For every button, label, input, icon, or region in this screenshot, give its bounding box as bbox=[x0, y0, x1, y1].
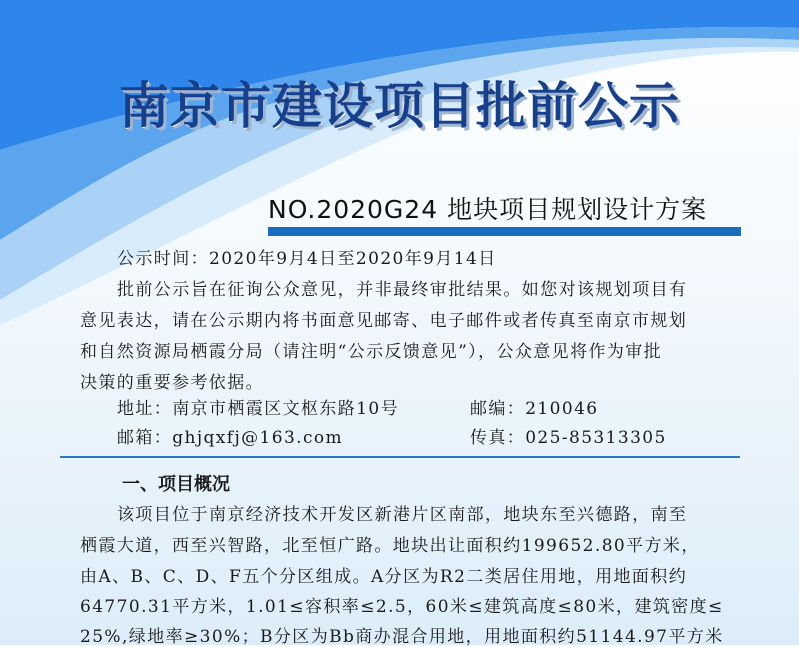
section-text-line: 25%,绿地率≥30%；B分区为Bb商办混合用地，用地面积约51144.97平方米 bbox=[80, 627, 724, 647]
section-text-line: 64770.31平方米，1.01≤容积率≤2.5，60米≤建筑高度≤80米，建筑密度≤ bbox=[80, 597, 724, 617]
notice-address: 地址：南京市栖霞区文枢东路10号 bbox=[117, 399, 400, 419]
notice-paragraph-line: 和自然资源局栖霞分局（请注明“公示反馈意见”），公众意见将作为审批 bbox=[80, 342, 663, 362]
subtitle-underline-bar bbox=[268, 227, 741, 236]
section-heading: 一、项目概况 bbox=[122, 474, 230, 495]
notice-time: 公示时间：2020年9月4日至2020年9月14日 bbox=[117, 249, 497, 269]
notice-paragraph-line: 意见表达，请在公示期内将书面意见邮寄、电子邮件或者传真至南京市规划 bbox=[80, 311, 688, 331]
page-title: 南京市建设项目批前公示 bbox=[119, 77, 680, 135]
project-subtitle: NO.2020G24 地块项目规划设计方案 bbox=[268, 195, 708, 224]
section-divider bbox=[60, 456, 740, 458]
notice-paragraph-line: 决策的重要参考依据。 bbox=[80, 373, 264, 393]
section-text-line: 由A、B、C、D、F五个分区组成。A分区为R2二类居住用地，用地面积约 bbox=[80, 567, 688, 587]
notice-email[interactable]: 邮箱：ghjqxfj@163.com bbox=[117, 428, 344, 448]
notice-fax: 传真：025-85313305 bbox=[470, 428, 667, 448]
section-text-line: 该项目位于南京经济技术开发区新港片区南部，地块东至兴德路，南至 bbox=[117, 505, 688, 525]
notice-postcode: 邮编：210046 bbox=[470, 399, 599, 419]
section-text-line: 栖霞大道，西至兴智路，北至恒广路。地块出让面积约199652.80平方米， bbox=[80, 536, 700, 556]
notice-paragraph-line: 批前公示旨在征询公众意见，并非最终审批结果。如您对该规划项目有 bbox=[117, 280, 688, 300]
